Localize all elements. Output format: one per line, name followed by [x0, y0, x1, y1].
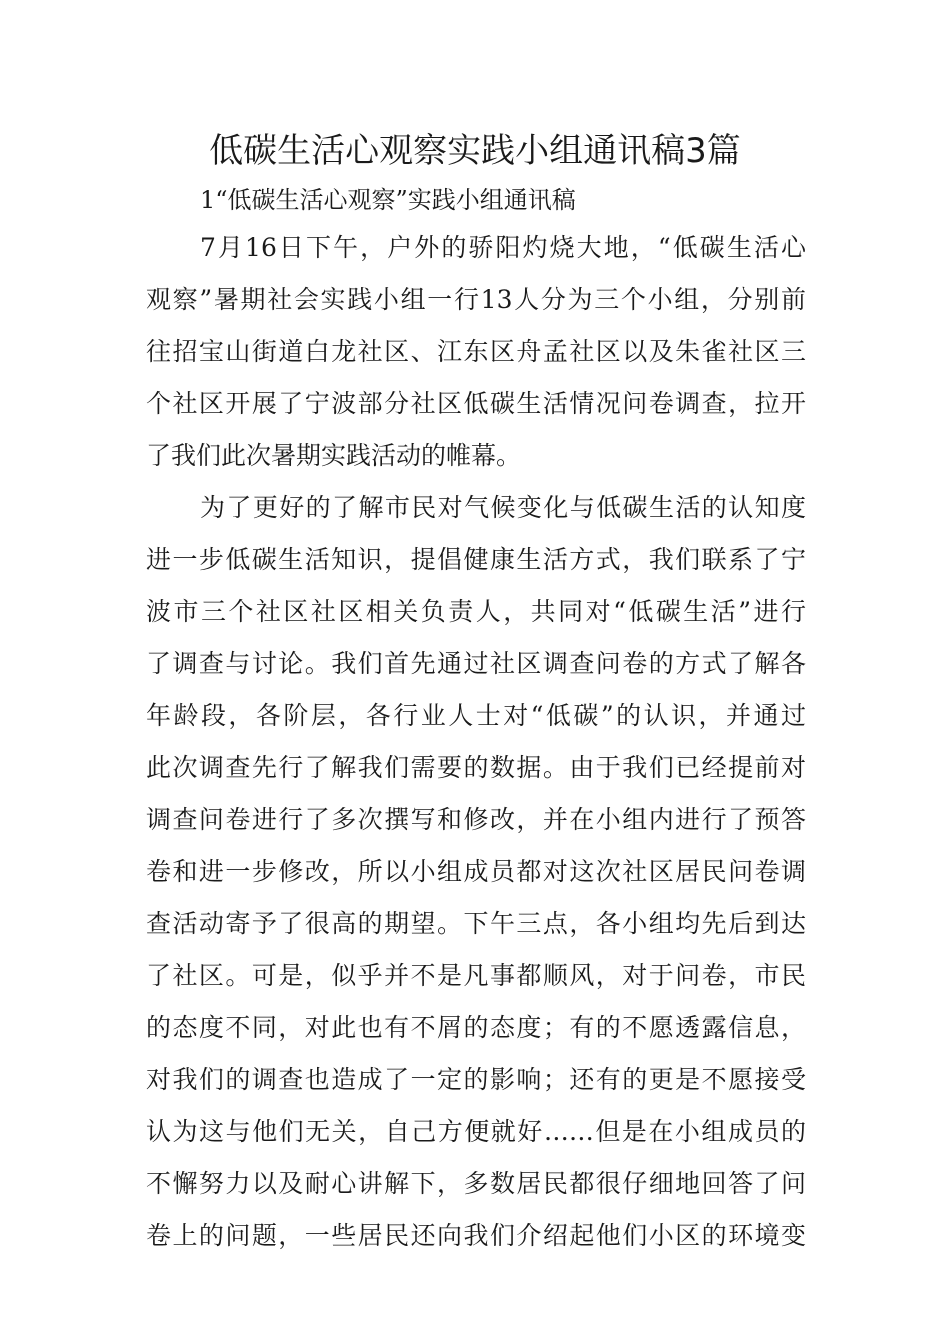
document-title: 低碳生活心观察实践小组通讯稿3篇	[209, 131, 741, 171]
paragraph-line: 了调查与讨论。我们首先通过社区调查问卷的方式了解各	[146, 649, 806, 678]
paragraph-line: 查活动寄予了很高的期望。下午三点，各小组均先后到达	[146, 909, 806, 938]
paragraph-line: 年龄段，各阶层，各行业人士对“低碳”的认识，并通过	[146, 701, 806, 730]
paragraph-line: 卷和进一步修改，所以小组成员都对这次社区居民问卷调	[146, 857, 806, 886]
paragraph-line: 认为这与他们无关，自己方便就好……但是在小组成员的	[146, 1117, 806, 1146]
paragraph-line: 为了更好的了解市民对气候变化与低碳生活的认知度	[200, 493, 806, 522]
paragraph-line: 不懈努力以及耐心讲解下，多数居民都很仔细地回答了问	[146, 1169, 806, 1198]
paragraph-line: 7月16日下午，户外的骄阳灼烧大地，“低碳生活心	[200, 233, 806, 262]
paragraph-line: 个社区开展了宁波部分社区低碳生活情况问卷调查，拉开	[146, 389, 806, 418]
document-subtitle: 1“低碳生活心观察”实践小组通讯稿	[200, 186, 576, 214]
paragraph-line: 了我们此次暑期实践活动的帷幕。	[146, 441, 522, 470]
paragraph-line: 了社区。可是，似乎并不是凡事都顺风，对于问卷，市民	[146, 961, 806, 990]
paragraph-line: 对我们的调查也造成了一定的影响；还有的更是不愿接受	[146, 1065, 806, 1094]
paragraph-line: 进一步低碳生活知识，提倡健康生活方式，我们联系了宁	[146, 545, 806, 574]
paragraph-line: 的态度不同，对此也有不屑的态度；有的不愿透露信息，	[146, 1013, 806, 1042]
paragraph-line: 此次调查先行了解我们需要的数据。由于我们已经提前对	[146, 753, 806, 782]
paragraph-line: 观察”暑期社会实践小组一行13人分为三个小组，分别前	[146, 285, 806, 314]
paragraph-line: 卷上的问题，一些居民还向我们介绍起他们小区的环境变	[146, 1221, 806, 1250]
paragraph-line: 调查问卷进行了多次撰写和修改，并在小组内进行了预答	[146, 805, 806, 834]
paragraph-line: 往招宝山街道白龙社区、江东区舟孟社区以及朱雀社区三	[146, 337, 806, 366]
paragraph-line: 波市三个社区社区相关负责人，共同对“低碳生活”进行	[146, 597, 806, 626]
